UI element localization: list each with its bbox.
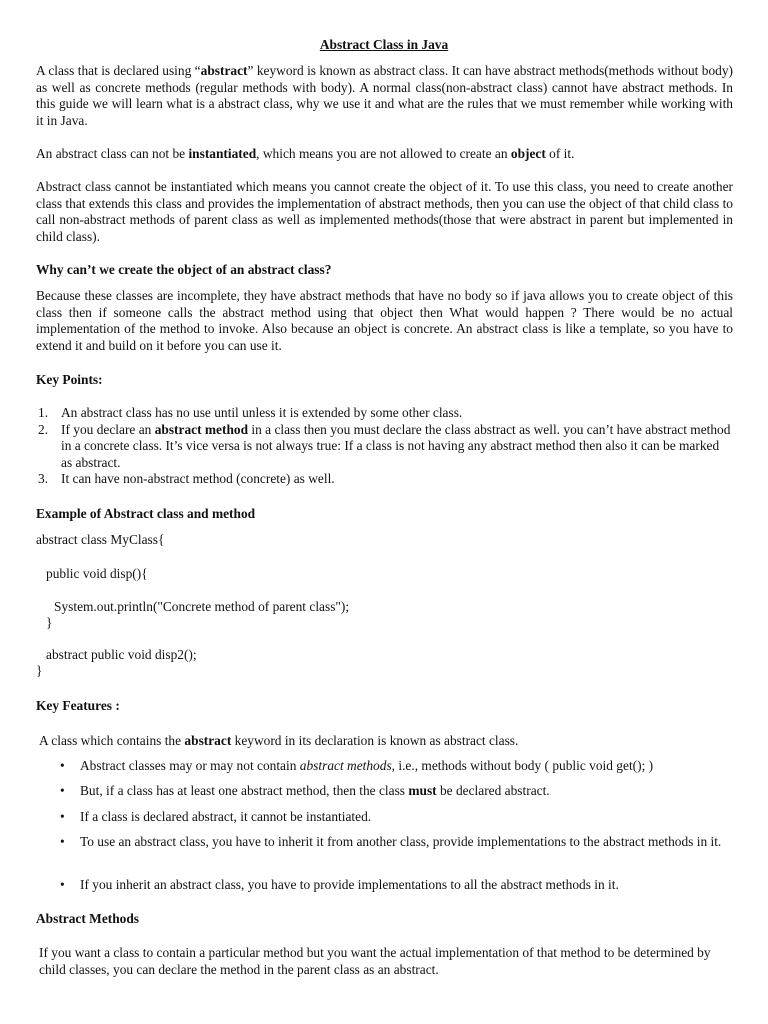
bullet-icon: • — [60, 809, 65, 824]
instantiation-paragraph — [36, 146, 733, 163]
key-points-heading: Key Points: — [36, 372, 103, 387]
why-heading: Why can’t we create the object of an abstract class? — [36, 262, 332, 277]
bold-abstract: abstract — [184, 733, 232, 748]
inst-bold-object: object — [510, 146, 546, 161]
inst-text-b: , which means you are not allowed to create an — [256, 146, 511, 161]
features-heading: Key Features : — [36, 698, 120, 713]
bullet-icon: • — [60, 877, 65, 892]
code-line: abstract public void disp2(); — [46, 647, 197, 662]
key-points-list — [36, 405, 733, 488]
list-item: 1. An abstract class has no use until unless it is extended by some other class. — [38, 405, 463, 420]
example-heading: Example of Abstract class and method — [36, 506, 256, 521]
page-title: Abstract Class in Java — [319, 37, 449, 52]
intro-paragraph — [36, 63, 733, 129]
bold-abstract-method: abstract method — [154, 421, 249, 437]
features-intro: A class which contains the abstract keyword in its declaration is known as abstract class. — [39, 733, 519, 748]
bullet-icon: • — [60, 834, 65, 849]
usage-paragraph: Abstract class cannot be instantiated which means you cannot create the object of it. To use this class, you need to create another class that extends this class and provides the implementation of abstract methods, then you can use the object of that child class to call non-abstract methods of parent class as well as implemented methods(those that were abstract in parent but implemented in child class). — [36, 179, 733, 244]
list-item: • To use an abstract class, you have to inherit it from another class, provide implementations to the abstract methods in it. — [60, 834, 722, 849]
intro-text-a: A class that is declared using “ — [36, 63, 201, 78]
intro-keyword-abstract: abstract — [200, 63, 248, 78]
inst-text-a: An abstract class can not be — [36, 146, 189, 161]
list-item: • But, if a class has at least one abstract method, then the class must be declared abstract. — [60, 783, 550, 798]
list-item: • If you inherit an abstract class, you have to provide implementations to all the abstract methods in it. — [60, 877, 619, 892]
code-line: System.out.println("Concrete method of parent class"); — [54, 599, 350, 614]
list-item: 2. If you declare an abstract method in a class then you must declare the class abstract as well. you can’t have abstract method in a concrete class. It’s vice versa is not always true: If a class is not having any abstract method then also it can be marked as abstract. — [38, 421, 731, 470]
bullet-icon: • — [60, 758, 65, 773]
intro-text-b: ” keyword is known as abstract class. It can have abstract methods(methods without body) as well as concrete methods (regular methods with body). A normal class(non-abstract class) cannot have abstract methods. In this guide we will learn what is a abstract class, why we use it and what are the rules that we must remember while working with it in Java. — [36, 63, 733, 128]
code-line: } — [36, 663, 43, 678]
bold-must: must — [408, 783, 437, 798]
code-line: abstract class MyClass{ — [36, 532, 165, 547]
why-paragraph: Because these classes are incomplete, they have abstract methods that have no body so if java allows you to create object of this class then if someone calls the abstract method using that object then What would happen ? There would be no actual implementation of the method to invoke. Also because an object is concrete. An abstract class is like a template, so you have to extend it and build on it before you can use it. — [36, 288, 733, 353]
list-item: • If a class is declared abstract, it cannot be instantiated. — [60, 809, 372, 824]
abstract-methods-paragraph: If you want a class to contain a particular method but you want the actual implementation of that method to be determined by child classes, you can declare the method in the parent class as an abstract. — [39, 945, 711, 977]
list-item: • Abstract classes may or may not contain abstract methods, i.e., methods without body ( public void get(); ) — [60, 758, 654, 773]
inst-bold-instantiated: instantiated — [188, 146, 257, 161]
list-item: 3. It can have non-abstract method (concrete) as well. — [38, 471, 335, 487]
bullet-icon: • — [60, 783, 65, 798]
italic-abstract-methods: abstract methods — [299, 758, 392, 773]
inst-text-c: of it. — [545, 146, 575, 161]
code-line: public void disp(){ — [46, 566, 148, 581]
abstract-methods-heading: Abstract Methods — [36, 911, 140, 926]
code-line: } — [46, 615, 53, 630]
